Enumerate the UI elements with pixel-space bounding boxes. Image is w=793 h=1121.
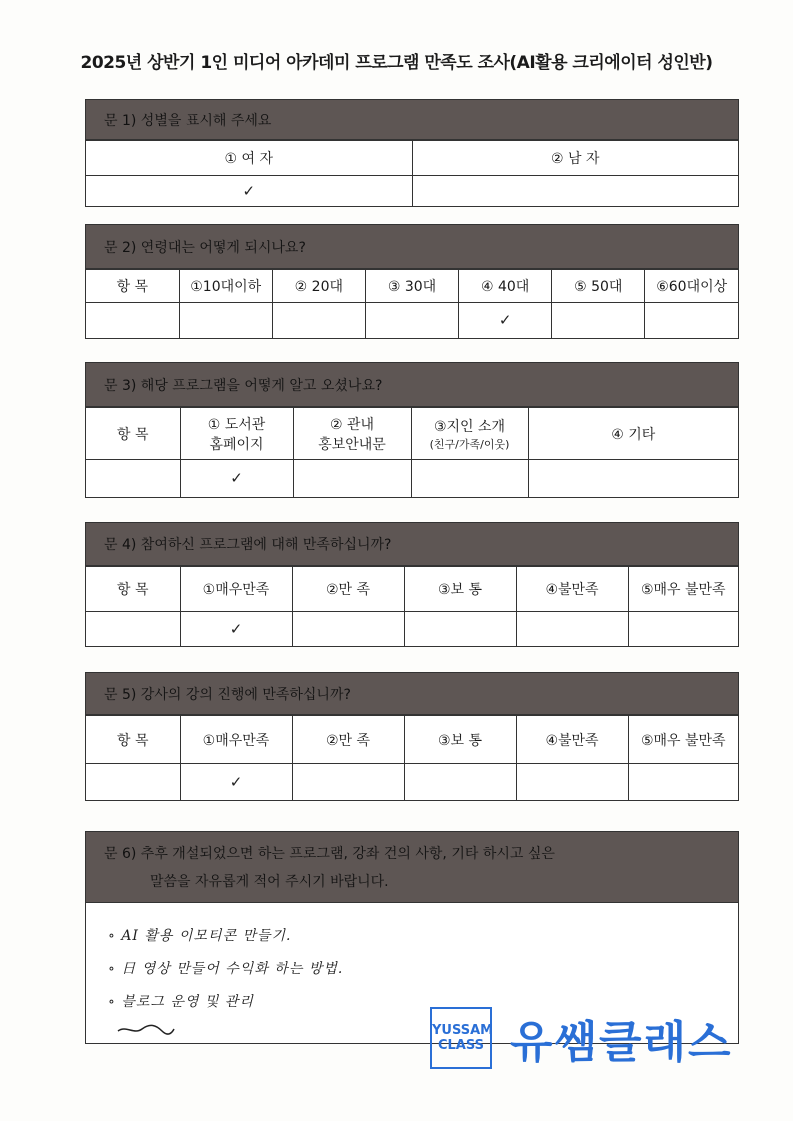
q3-option-2-line1: ② 관내 (329, 416, 375, 433)
question-6-line1: 문 6) 추후 개설되었으면 하는 프로그램, 강좌 건의 사항, 기타 하시고 싶은 (104, 846, 555, 862)
logo-box-line1: YUSSAM (432, 1023, 494, 1038)
q3-option-2 (293, 408, 411, 460)
question-2-heading: 문 2) 연령대는 어떻게 되시나요? (86, 225, 738, 269)
question-4-heading: 문 4) 참여하신 프로그램에 대해 만족하십니까? (86, 523, 738, 566)
handwritten-answer-1: ∘ AI 활용 이모티콘 만들기. (108, 928, 292, 944)
q3-answer-2[interactable] (293, 460, 411, 497)
question-3-table (86, 407, 738, 497)
q3-option-1 (180, 408, 293, 460)
q5-option-2: ②만 족 (292, 716, 404, 764)
q4-answer-1[interactable] (180, 612, 292, 646)
q2-answer-label (86, 303, 179, 338)
question-4 (85, 522, 739, 647)
q5-answer-label (86, 764, 180, 800)
scribble-icon (116, 1021, 176, 1037)
question-4-table (86, 566, 738, 646)
q5-option-3: ③보 통 (404, 716, 516, 764)
check-mark-icon: ✓ (230, 469, 243, 488)
q2-answer-1[interactable] (179, 303, 272, 338)
q4-answer-5[interactable] (628, 612, 738, 646)
q3-option-1-line1: ① 도서관 (207, 416, 266, 433)
q3-answer-3[interactable] (411, 460, 528, 497)
question-5-table (86, 715, 738, 800)
question-1-table (86, 140, 738, 206)
q3-row-label: 항 목 (86, 408, 180, 460)
q1-option-female: ① 여 자 (86, 141, 412, 176)
handwritten-answer-3: ∘ 블로그 운영 및 관리 (108, 994, 254, 1010)
q5-row-label: 항 목 (86, 716, 180, 764)
logo-text: 유쌤클래스 (510, 1017, 733, 1068)
q5-answer-1[interactable] (180, 764, 292, 800)
q4-answer-4[interactable] (516, 612, 628, 646)
q4-option-1: ①매우만족 (180, 567, 292, 612)
question-2 (85, 224, 739, 339)
logo-box-line2: CLASS (437, 1038, 485, 1053)
q4-answer-label (86, 612, 180, 646)
q4-option-4: ④불만족 (516, 567, 628, 612)
question-3 (85, 362, 739, 498)
q2-answer-6[interactable] (645, 303, 738, 338)
q3-option-3-line2: (친구/가족/이웃) (429, 437, 510, 451)
question-5 (85, 672, 739, 801)
q2-option-3: ③ 30대 (365, 270, 458, 303)
check-mark-icon: ✓ (229, 772, 243, 791)
q3-option-3 (411, 408, 528, 460)
page-title: 2025년 상반기 1인 미디어 아카데미 프로그램 만족도 조사(AI활용 크리에이터 성인반) (80, 53, 713, 73)
q3-option-2-line2: 홍보안내문 (318, 436, 386, 453)
q1-answer-female[interactable] (86, 176, 412, 206)
q3-answer-label (86, 460, 180, 497)
q3-option-1-line2: 홈페이지 (209, 436, 264, 453)
question-2-table (86, 269, 738, 338)
q5-answer-3[interactable] (404, 764, 516, 800)
q3-answer-1[interactable] (180, 460, 293, 497)
q4-option-3: ③보 통 (404, 567, 516, 612)
q1-option-male: ② 남 자 (412, 141, 738, 176)
q4-row-label: 항 목 (86, 567, 180, 612)
q2-option-2: ② 20대 (272, 270, 365, 303)
yussam-class-logo (430, 1006, 733, 1070)
q4-answer-3[interactable] (404, 612, 516, 646)
q5-option-5: ⑤매우 불만족 (628, 716, 738, 764)
q5-option-4: ④불만족 (516, 716, 628, 764)
check-mark-icon: ✓ (242, 181, 256, 200)
q5-answer-4[interactable] (516, 764, 628, 800)
q3-option-4: ④ 기타 (528, 408, 738, 460)
q2-option-4: ④ 40대 (459, 270, 552, 303)
q5-answer-5[interactable] (628, 764, 738, 800)
q2-option-6: ⑥60대이상 (645, 270, 738, 303)
q4-option-5: ⑤매우 불만족 (628, 567, 738, 612)
q5-option-1: ①매우만족 (180, 716, 292, 764)
question-6-line2: 말씀을 자유롭게 적어 주시기 바랍니다. (150, 874, 389, 890)
q2-answer-5[interactable] (552, 303, 645, 338)
q2-option-1: ①10대이하 (179, 270, 272, 303)
question-3-heading: 문 3) 해당 프로그램을 어떻게 알고 오셨나요? (86, 363, 738, 407)
q2-row-label: 항 목 (86, 270, 179, 303)
handwritten-answer-2: ∘ 日 영상 만들어 수익화 하는 방법. (108, 961, 344, 977)
logo-box (430, 1007, 492, 1069)
q2-answer-3[interactable] (365, 303, 458, 338)
check-mark-icon: ✓ (229, 619, 243, 638)
q2-answer-4[interactable] (459, 303, 552, 338)
q2-option-5: ⑤ 50대 (552, 270, 645, 303)
question-6-heading (86, 832, 738, 903)
check-mark-icon: ✓ (498, 311, 512, 330)
q5-answer-2[interactable] (292, 764, 404, 800)
q1-answer-male[interactable] (412, 176, 738, 206)
question-1-heading: 문 1) 성별을 표시해 주세요 (86, 100, 738, 140)
q2-answer-2[interactable] (272, 303, 365, 338)
question-5-heading: 문 5) 강사의 강의 진행에 만족하십니까? (86, 673, 738, 715)
q3-answer-4[interactable] (528, 460, 738, 497)
q3-option-3-line1: ③지인 소개 (433, 418, 506, 435)
question-1 (85, 99, 739, 207)
q4-option-2: ②만 족 (292, 567, 404, 612)
q4-answer-2[interactable] (292, 612, 404, 646)
